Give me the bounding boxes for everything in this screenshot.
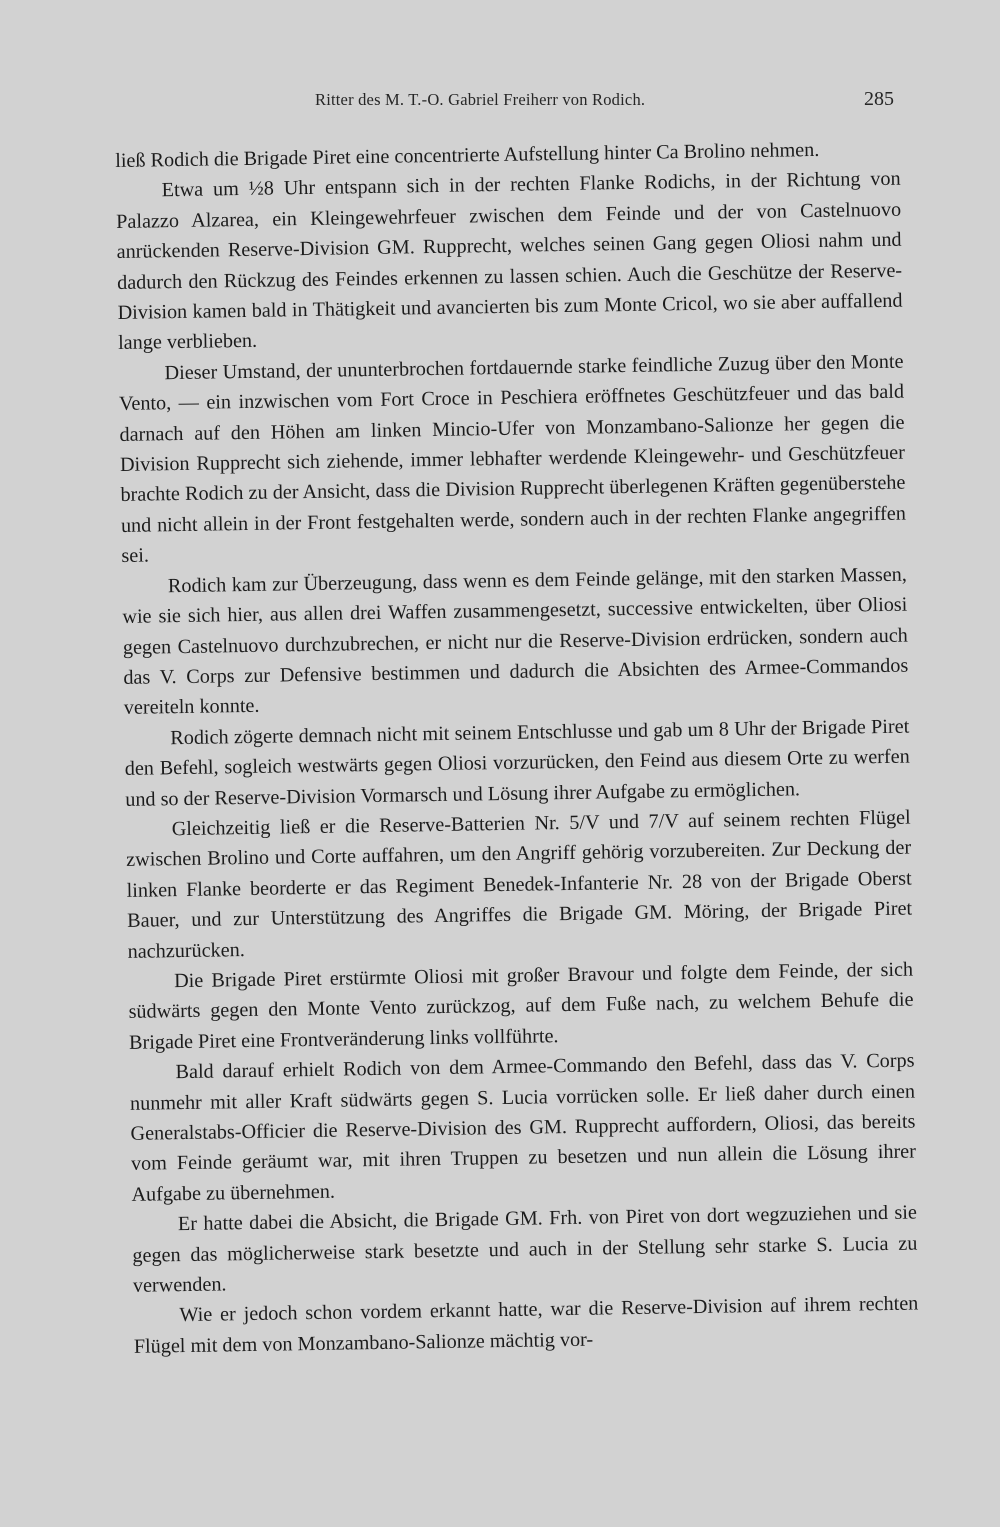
paragraph: Rodich zögerte demnach nicht mit seinem Entschlusse und gab um 8 Uhr der Brigade Piret den Befehl, sogleich westwärts gegen Oliosi vorzurücken, den Feind aus diesem Orte zu werfen und so der Reserve-Division Vormarsch und Lösung ihrer Aufgabe zu ermöglichen.	[124, 715, 910, 811]
page-header	[105, 88, 900, 118]
running-head: Ritter des M. T.-O. Gabriel Freiherr von Rodich.	[315, 90, 646, 109]
paragraph: Bald darauf erhielt Rodich von dem Armee-Commando den Befehl, dass das V. Corps nunmehr mit aller Kraft südwärts gegen S. Lucia vorrücken solle. Er ließ daher durch einen Generalstabs-Officier die Reserve-Division des GM. Rupprecht auffordern, Oliosi, das bereits vom Feinde geräumt war, mit ihren Truppen zu besetzen und nun allein die Lösung ihrer Aufgabe zu übernehmen.	[129, 1049, 917, 1206]
paragraph: Rodich kam zur Überzeugung, dass wenn es dem Feinde gelänge, mit den starken Massen, wie sie sich hier, aus allen drei Waffen zusammengesetzt, successive entwickelten, über Oliosi gegen Castelnuovo durchzubrechen, er nicht nur die Reserve-Division erdrücken, sondern auch das V. Corps zur Defensive bestimmen und dadurch die Absichten des Armee-Commandos vereiteln konnte.	[122, 563, 909, 720]
paragraph: Dieser Umstand, der ununterbrochen fortdauernde starke feindliche Zuzug über den Monte Vento, — ein inzwischen vom Fort Croce in Peschiera eröffnetes Geschützfeuer und das bald darnach auf den Höhen am linken Mincio-Ufer von Monzambano-Salionze her gegen die Division Rupprecht sich ziehende, immer lebhafter werdende Kleingewehr- und Geschützfeuer brachte Rodich zu der Ansicht, dass die Division Rupprecht überlegenen Kräften gegenüberstehe und nicht allein in der Front festgehalten werde, sondern auch in der rechten Flanke angegriffen sei.	[118, 350, 907, 568]
paragraph: Er hatte dabei die Absicht, die Brigade GM. Frh. von Piret von dort wegzuziehen und sie gegen das möglicherweise stark besetzte und auch in der Stellung sehr starke S. Lucia zu verwenden.	[132, 1201, 918, 1297]
paragraph: ließ Rodich die Brigade Piret eine concentrierte Aufstellung hinter Ca Brolino nehmen.	[115, 138, 820, 172]
paragraph: Etwa um ½8 Uhr entspann sich in der rechten Flanke Rodichs, in der Richtung von Palazzo Alzarea, ein Kleingewehrfeuer zwischen dem Feinde und der von Castelnuovo anrückenden Reserve-Division GM. Rupprecht, welches seinen Gang gegen Oliosi nahm und dadurch den Rückzug des Feindes erkennen zu lassen schien. Auch die Geschütze der Reserve-Division kamen bald in Thätigkeit und avancierten bis zum Monte Cricol, wo sie aber auffallend lange verblieben.	[116, 168, 903, 355]
page-number: 285	[864, 88, 894, 110]
paragraph: Wie er jedoch schon vordem erkannt hatte, war die Reserve-Division auf ihrem rechten Flügel mit dem von Monzambano-Salionze mächtig vor-	[133, 1292, 919, 1358]
paragraph: Gleichzeitig ließ er die Reserve-Batterien Nr. 5/V und 7/V auf seinem rechten Flügel zwischen Brolino und Corte auffahren, um den Angriff gehörig vorzubereiten. Zur Deckung der linken Flanke beorderte er das Regiment Benedek-Infanterie Nr. 28 von der Brigade Oberst Bauer, und zur Unterstützung des Angriffes die Brigade GM. Möring, der Brigade Piret nachzurücken.	[126, 806, 913, 963]
body-text	[115, 134, 919, 1362]
paragraph: Die Brigade Piret erstürmte Oliosi mit großer Bravour und folgte dem Feinde, der sich südwärts gegen den Monte Vento zurückzog, auf dem Fuße nach, zu welchem Behufe die Brigade Piret eine Frontveränderung links vollführte.	[128, 958, 914, 1054]
